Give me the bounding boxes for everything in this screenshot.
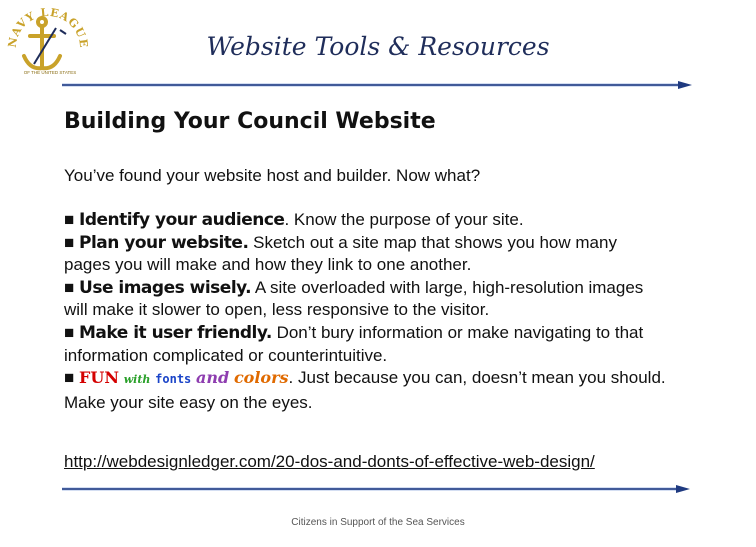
- bullet-icon: ■: [64, 322, 75, 342]
- bullet-icon: ■: [64, 277, 75, 297]
- footer-text: Citizens in Support of the Sea Services: [291, 517, 465, 528]
- list-item-friendly: ■ Make it user friendly. Don’t bury information or make navigating to that: [64, 322, 644, 343]
- logo-bottom-text: OF THE UNITED STATES: [23, 70, 77, 75]
- top-divider-arrow: [62, 81, 692, 89]
- bottom-divider-arrow: [62, 485, 690, 493]
- logo-arc-text: NAVY LEAGU: [5, 5, 88, 49]
- list-item-fun: ■ FUN with fonts and colors. Just because you can, doesn’t mean you should.: [64, 368, 666, 388]
- intro-text: You’ve found your website host and builder. Now what?: [64, 166, 481, 185]
- tips-list: ■ Identify your audience. Know the purpose of your site. ■ Plan your website. Sketch out a site map that shows you how many pages you will make and how they link to one another. ■ Use images wisely. A site overloaded with large, high-resolution images will make it slower to open, less responsive to the visitor. ■ Make it user friendly. Don’t bury information or make navigating to that information complicated or counterintuitive. ■ FUN with fonts and colors. Just because you can, doesn’t mean you should. Make your site easy on the eyes.: [64, 209, 704, 414]
- bullet-icon: ■: [64, 368, 75, 388]
- bullet-icon: ■: [64, 210, 75, 229]
- list-item-images: ■ Use images wisely. A site overloaded with large, high-resolution images: [64, 277, 644, 298]
- page-title: Website Tools & Resources: [206, 32, 550, 61]
- list-item-plan: ■ Plan your website. Sketch out a site map that shows you how many: [64, 232, 617, 253]
- bullet-icon: ■: [64, 232, 75, 252]
- resource-link[interactable]: http://webdesignledger.com/20-dos-and-donts-of-effective-web-design/: [64, 452, 595, 471]
- list-item-identify: ■ Identify your audience. Know the purpose of your site.: [64, 210, 524, 230]
- section-heading: Building Your Council Website: [64, 109, 436, 134]
